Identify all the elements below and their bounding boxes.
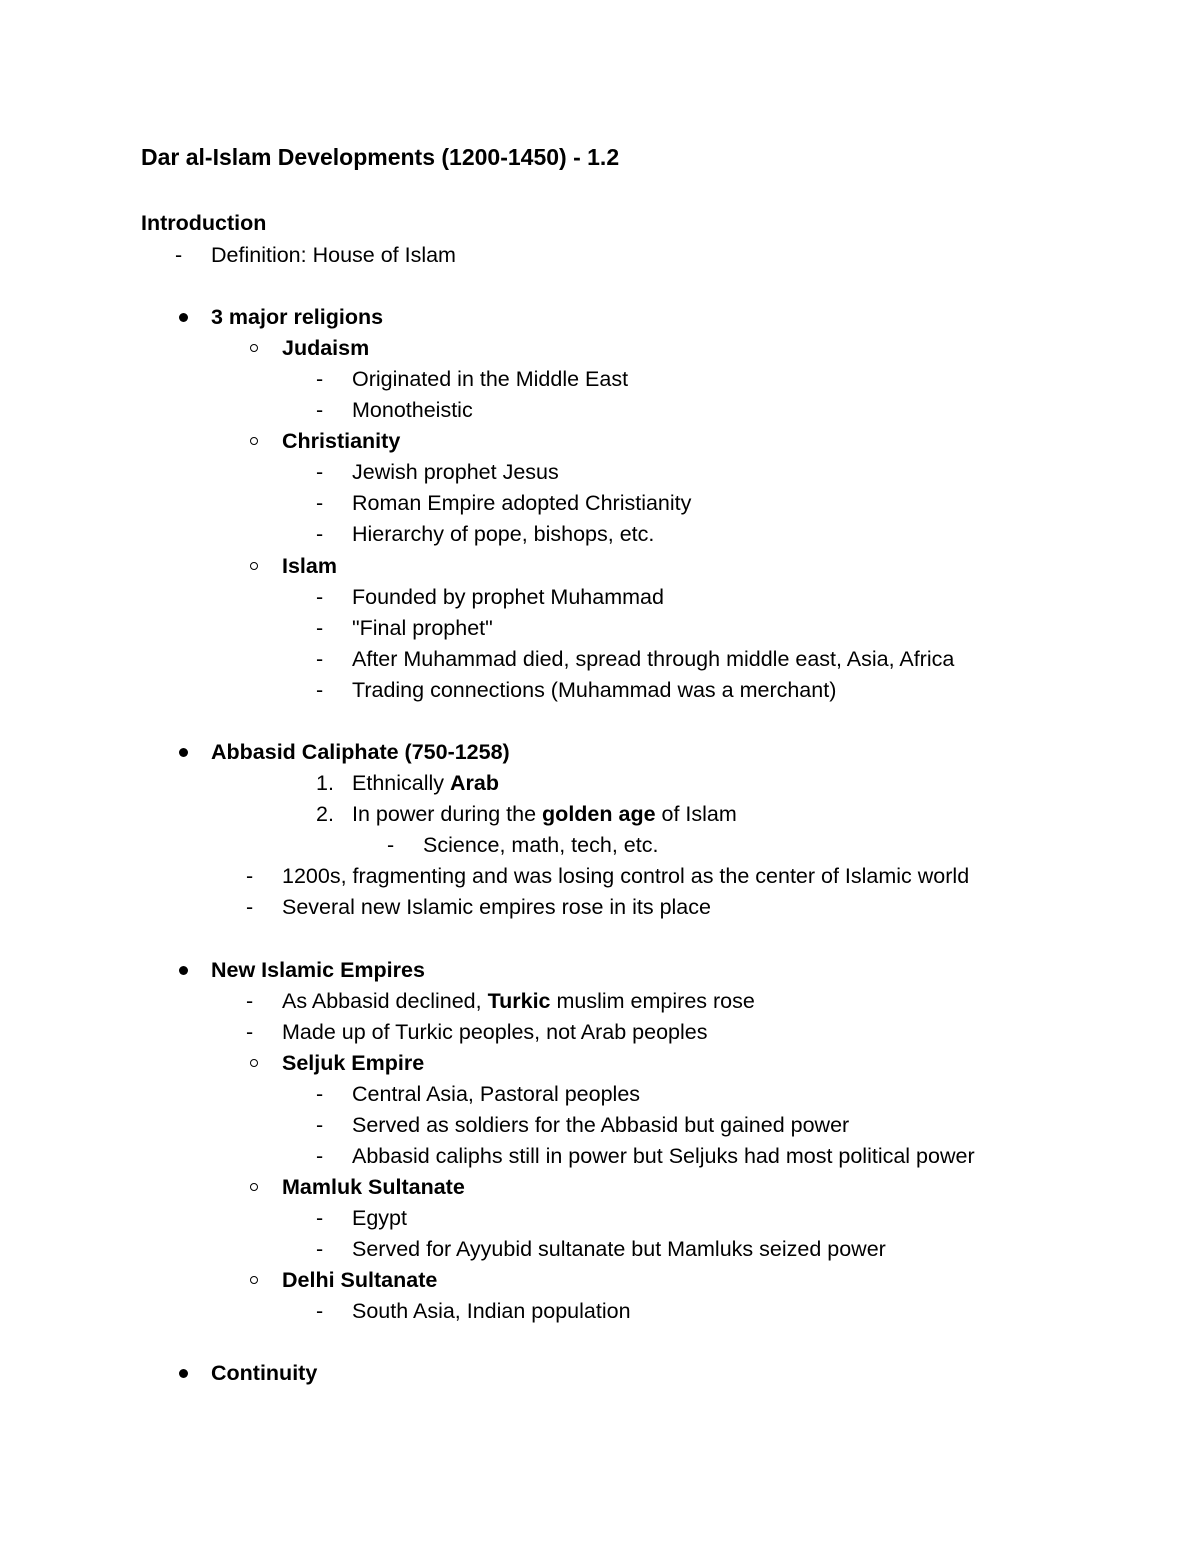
list-item: Served as soldiers for the Abbasid but gained power bbox=[352, 1113, 850, 1137]
list-item: Several new Islamic empires rose in its place bbox=[282, 895, 711, 919]
list-item-delhi: Delhi Sultanate bbox=[282, 1268, 438, 1292]
bullet-disc-icon bbox=[179, 1369, 188, 1378]
dash-marker: - bbox=[316, 491, 324, 515]
bullet-disc-icon bbox=[179, 313, 188, 322]
dash-marker: - bbox=[316, 367, 324, 391]
dash-marker: - bbox=[316, 585, 324, 609]
list-item: Originated in the Middle East bbox=[352, 367, 629, 391]
dash-marker: - bbox=[316, 1299, 324, 1323]
list-item: Roman Empire adopted Christianity bbox=[352, 491, 692, 515]
numbered-item: Ethnically Arab bbox=[352, 771, 499, 795]
bullet-circle-icon bbox=[250, 1183, 258, 1191]
section-heading-introduction: Introduction bbox=[141, 211, 267, 235]
list-item: As Abbasid declined, Turkic muslim empires rose bbox=[282, 989, 755, 1013]
dash-marker: - bbox=[316, 1082, 324, 1106]
dash-marker: - bbox=[316, 1144, 324, 1168]
list-item-religions: 3 major religions bbox=[211, 305, 384, 329]
bullet-circle-icon bbox=[250, 437, 258, 445]
dash-marker: - bbox=[316, 647, 324, 671]
numbered-item: In power during the golden age of Islam bbox=[352, 802, 737, 826]
list-item: Made up of Turkic peoples, not Arab peoples bbox=[282, 1020, 708, 1044]
dash-marker: - bbox=[316, 616, 324, 640]
bullet-circle-icon bbox=[250, 1059, 258, 1067]
bullet-circle-icon bbox=[250, 562, 258, 570]
list-item-abbasid: Abbasid Caliphate (750-1258) bbox=[211, 740, 510, 764]
number-marker: 1. bbox=[316, 771, 334, 795]
bullet-circle-icon bbox=[250, 1276, 258, 1284]
dash-marker: - bbox=[387, 833, 395, 857]
dash-marker: - bbox=[246, 989, 254, 1013]
dash-marker: - bbox=[246, 895, 254, 919]
bullet-disc-icon bbox=[179, 966, 188, 975]
dash-marker: - bbox=[316, 1206, 324, 1230]
dash-marker: - bbox=[316, 1237, 324, 1261]
dash-marker: - bbox=[175, 243, 183, 267]
list-item: Egypt bbox=[352, 1206, 407, 1230]
list-item: Monotheistic bbox=[352, 398, 473, 422]
list-item: Science, math, tech, etc. bbox=[423, 833, 659, 857]
list-item: "Final prophet" bbox=[352, 616, 493, 640]
dash-marker: - bbox=[316, 522, 324, 546]
list-item: Jewish prophet Jesus bbox=[352, 460, 559, 484]
list-item-new-empires: New Islamic Empires bbox=[211, 958, 425, 982]
list-item-islam: Islam bbox=[282, 554, 337, 578]
list-item-christianity: Christianity bbox=[282, 429, 401, 453]
list-item: South Asia, Indian population bbox=[352, 1299, 631, 1323]
list-item: Served for Ayyubid sultanate but Mamluks seized power bbox=[352, 1237, 886, 1261]
list-item: Hierarchy of pope, bishops, etc. bbox=[352, 522, 655, 546]
list-item: Abbasid caliphs still in power but Seljuks had most political power bbox=[352, 1144, 975, 1168]
list-item-mamluk: Mamluk Sultanate bbox=[282, 1175, 465, 1199]
bullet-circle-icon bbox=[250, 344, 258, 352]
dash-marker: - bbox=[316, 678, 324, 702]
dash-marker: - bbox=[246, 864, 254, 888]
dash-marker: - bbox=[316, 1113, 324, 1137]
dash-marker: - bbox=[246, 1020, 254, 1044]
dash-marker: - bbox=[316, 460, 324, 484]
list-item: Founded by prophet Muhammad bbox=[352, 585, 664, 609]
list-item-continuity: Continuity bbox=[211, 1361, 318, 1385]
list-item: 1200s, fragmenting and was losing control as the center of Islamic world bbox=[282, 864, 970, 888]
list-item: Trading connections (Muhammad was a merchant) bbox=[352, 678, 837, 702]
list-item-seljuk: Seljuk Empire bbox=[282, 1051, 425, 1075]
dash-marker: - bbox=[316, 398, 324, 422]
list-item: Central Asia, Pastoral peoples bbox=[352, 1082, 641, 1106]
list-item-judaism: Judaism bbox=[282, 336, 370, 360]
list-item: After Muhammad died, spread through middle east, Asia, Africa bbox=[352, 647, 955, 671]
number-marker: 2. bbox=[316, 802, 334, 826]
bullet-disc-icon bbox=[179, 748, 188, 757]
document-title: Dar al-Islam Developments (1200-1450) - 1.2 bbox=[141, 144, 620, 170]
intro-definition: Definition: House of Islam bbox=[211, 243, 456, 267]
